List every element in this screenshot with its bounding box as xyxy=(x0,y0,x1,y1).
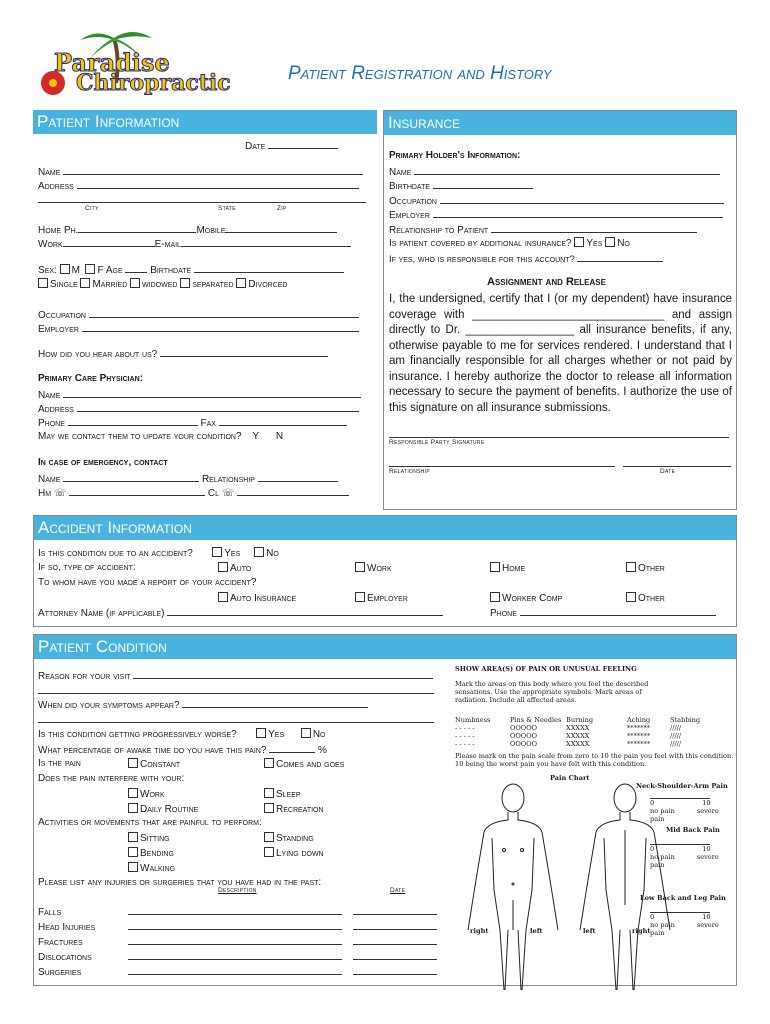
symbol-mark: ///// xyxy=(670,732,682,740)
age-label: Age xyxy=(105,265,123,276)
symbol-mark: XXXXX xyxy=(566,724,590,732)
sitting-option[interactable] xyxy=(128,832,170,844)
widowed-label: widowed xyxy=(142,279,178,290)
accident-other-option[interactable] xyxy=(626,562,665,574)
other2-label: Other xyxy=(638,593,665,604)
interfere-sleep-option[interactable] xyxy=(264,788,301,800)
report-employer-option[interactable] xyxy=(355,592,408,604)
ins-relationship-label: Relationship to Patient xyxy=(389,225,489,236)
symbol-mark: ///// xyxy=(670,740,682,748)
mid-back-title: Mid Back Pain xyxy=(666,826,720,834)
symbol-mark: XXXXX xyxy=(566,732,590,740)
to-whom-label: To whom have you made a report of your accident? xyxy=(38,577,257,588)
sex-age-row xyxy=(38,263,344,276)
worker-comp-label: Worker Comp xyxy=(502,593,563,604)
relationship-date-lines[interactable] xyxy=(389,457,731,470)
phone-icon: ☏ xyxy=(53,488,67,499)
symbol-name: Numbness xyxy=(455,716,491,724)
percentage-label: What percentage of awake time do you have this pain? xyxy=(38,745,267,756)
no-pain-label: no pain xyxy=(650,921,675,929)
may-contact-n[interactable]: N xyxy=(275,431,284,442)
walking-label: Walking xyxy=(140,863,176,874)
worse-label: Is this condition getting progressively worse? xyxy=(38,729,237,740)
injury-row-label: Surgeries xyxy=(38,967,82,978)
standing-option[interactable] xyxy=(264,832,314,844)
percent-sign: % xyxy=(317,745,327,756)
pcp-address-field[interactable] xyxy=(38,402,359,415)
sex-f-checkbox[interactable] xyxy=(85,264,95,274)
reason-field[interactable] xyxy=(38,669,433,682)
divorced-checkbox[interactable] xyxy=(236,278,246,288)
injuries-label: Please list any injuries or surgeries that you have had in the past: xyxy=(38,877,322,888)
symbol-mark: ///// xyxy=(670,724,682,732)
em-name-label: Name xyxy=(38,474,61,485)
constant-label: Constant xyxy=(140,759,181,770)
may-contact-row xyxy=(38,431,283,442)
employer-field[interactable] xyxy=(38,322,359,335)
comes-goes-label: Comes and goes xyxy=(276,759,345,770)
married-label: Married xyxy=(92,279,128,290)
birthdate-input[interactable] xyxy=(194,263,344,273)
symptoms-label: When did your symptoms appear? xyxy=(38,700,180,711)
name-label: Name xyxy=(38,167,61,178)
additional-yes-label: Yes xyxy=(586,238,603,249)
separated-checkbox[interactable] xyxy=(180,278,190,288)
interfere-sleep-label: Sleep xyxy=(276,789,301,800)
pcp-address-label: Address xyxy=(38,404,74,415)
auto-label: Auto xyxy=(230,563,252,574)
symbol-name: Stabbing xyxy=(670,716,701,724)
mobile-label: Mobile xyxy=(196,225,226,236)
constant-option[interactable] xyxy=(128,758,180,770)
scale-max: 10 xyxy=(702,845,711,853)
logo xyxy=(36,28,246,103)
emergency-phone-field[interactable] xyxy=(38,486,349,499)
pcp-fax-label: Fax xyxy=(200,418,216,429)
label-right-1: right xyxy=(470,927,489,935)
ins-employer-label: Employer xyxy=(389,210,430,221)
low-back-title: Low Back and Leg Pain xyxy=(640,894,726,902)
injury-row[interactable] xyxy=(38,935,437,948)
birthdate-label: Birthdate xyxy=(150,265,192,276)
injury-row[interactable] xyxy=(38,950,437,963)
date-field[interactable] xyxy=(245,139,338,152)
ins-birthdate-field[interactable] xyxy=(389,179,533,192)
symptoms-line2[interactable] xyxy=(38,713,434,726)
ins-occupation-label: Occupation xyxy=(389,196,437,207)
pain-chart-instructions: Mark the areas on this body where you feel the described sensations. Use the appropriate symbols. Mark areas of radiation. Include all affected areas. xyxy=(455,680,649,704)
no-pain-label: no pain xyxy=(650,807,675,815)
injury-row-label: Fractures xyxy=(38,937,83,948)
scale-min: 0 xyxy=(650,799,655,807)
symbol-mark: - - - - - xyxy=(455,732,475,740)
pcp-phone-field[interactable] xyxy=(38,416,347,429)
name-field[interactable] xyxy=(38,165,363,178)
logo-line1: Paradise xyxy=(54,48,170,77)
report-auto-ins-option[interactable] xyxy=(218,592,296,604)
responsible-account-field[interactable] xyxy=(389,252,663,265)
insurance-header: Insurance xyxy=(384,111,736,135)
separated-label: separated xyxy=(192,279,234,290)
accident-due-label: Is this condition due to an accident? xyxy=(38,548,193,559)
symbol-mark: ******* xyxy=(627,732,651,740)
additional-no-checkbox[interactable] xyxy=(605,237,615,247)
activities-label: Activities or movements that are painful to perform: xyxy=(38,817,262,828)
scale-max: 10 xyxy=(702,799,711,807)
date-col-header: Date xyxy=(390,887,406,894)
pcp-name-label: Name xyxy=(38,390,61,401)
injury-row[interactable] xyxy=(38,965,437,978)
accident-due-row xyxy=(38,547,279,559)
sitting-label: Sitting xyxy=(140,833,170,844)
report-worker-comp-option[interactable] xyxy=(490,592,562,604)
symbol-legend-item xyxy=(670,716,726,748)
occupation-field[interactable] xyxy=(38,308,359,321)
interfere-recreation-label: Recreation xyxy=(276,804,324,815)
home-label: Home xyxy=(502,563,526,574)
single-checkbox[interactable] xyxy=(38,278,48,288)
comes-goes-option[interactable] xyxy=(264,758,344,770)
symptoms-field[interactable] xyxy=(38,698,368,711)
accident-auto-option[interactable] xyxy=(218,562,251,574)
severe-pain-label: severe pain xyxy=(650,807,719,823)
work-phone-field[interactable] xyxy=(38,237,351,250)
interfere-work-option[interactable] xyxy=(128,788,165,800)
report-other-option[interactable] xyxy=(626,592,665,604)
ins-name-label: Name xyxy=(389,167,412,178)
logo-line2: Chiropractic xyxy=(76,70,231,96)
emergency-title: In case of emergency, contact xyxy=(38,457,168,468)
label-left-1: left xyxy=(530,927,543,935)
injury-row[interactable] xyxy=(38,905,437,918)
accident-yes-checkbox[interactable] xyxy=(212,547,222,557)
worse-no-checkbox[interactable] xyxy=(301,728,311,738)
neck-pain-title: Neck-Shoulder-Arm Pain xyxy=(636,782,728,790)
additional-yes-checkbox[interactable] xyxy=(574,237,584,247)
symbol-legend-item xyxy=(455,716,511,748)
attorney-phone-label: Phone xyxy=(490,608,517,619)
scale-max: 10 xyxy=(702,913,711,921)
pcp-phone-label: Phone xyxy=(38,418,65,429)
ins-occupation-field[interactable] xyxy=(389,194,724,207)
lying-label: Lying down xyxy=(276,848,324,859)
accident-header: Accident Information xyxy=(34,516,736,540)
symbol-legend-item xyxy=(566,716,622,748)
em-cl-label: Cl xyxy=(207,488,220,499)
f-label: F xyxy=(97,265,104,276)
em-hm-label: Hm xyxy=(38,488,52,499)
additional-insurance-row xyxy=(389,237,630,249)
signature-label: Responsible Party Signature xyxy=(389,439,485,446)
sex-m-checkbox[interactable] xyxy=(60,264,70,274)
symbol-mark: XXXXX xyxy=(566,740,590,748)
m-label: M xyxy=(71,265,80,276)
how-hear-field[interactable] xyxy=(38,347,328,360)
symbol-name: Pins & Needles xyxy=(510,716,562,724)
injury-row-label: Dislocations xyxy=(38,952,92,963)
symbol-mark: - - - - - xyxy=(455,740,475,748)
attorney-field[interactable] xyxy=(38,606,443,619)
page-title: Patient Registration and History xyxy=(288,63,552,84)
scale-min: 0 xyxy=(650,845,655,853)
accident-work-option[interactable] xyxy=(355,562,392,574)
symbol-mark: OOOOO xyxy=(510,732,538,740)
assignment-title: Assignment and Release xyxy=(487,276,606,288)
interfere-daily-label: Daily Routine xyxy=(140,804,199,815)
severe-pain-label: severe pain xyxy=(650,853,719,869)
ins-employer-field[interactable] xyxy=(389,208,723,221)
bending-label: Bending xyxy=(140,848,174,859)
injury-row-label: Head Injuries xyxy=(38,922,96,933)
interfere-label: Does the pain interfere with your: xyxy=(38,773,185,784)
state-label: State xyxy=(218,205,236,212)
description-col-header: Description xyxy=(218,887,257,894)
injury-row[interactable] xyxy=(38,920,437,933)
primary-holder-title: Primary Holder's Information: xyxy=(389,150,521,161)
married-checkbox[interactable] xyxy=(80,278,90,288)
worse-no-label: No xyxy=(312,729,326,740)
zip-label: Zip xyxy=(277,205,287,212)
condition-header: Patient Condition xyxy=(34,635,736,659)
may-contact-label: May we contact them to update your condition? xyxy=(38,431,242,442)
reason-line2[interactable] xyxy=(38,684,434,697)
em-relationship-label: Relationship xyxy=(201,474,255,485)
symbol-mark: OOOOO xyxy=(510,740,538,748)
label-left-2: left xyxy=(583,927,596,935)
attorney-label: Attorney Name (if applicable) xyxy=(38,608,165,619)
assignment-text: I, the undersigned, certify that I (or my dependent) have insurance coverage with ______________________________ and assign directly to Dr. _________________ all insurance benefits, if any, otherwise payable to me for services rendered. I understand that I am financially responsible for all charges whether or not paid by insurance. I hereby authorize the doctor to release all information necessary to secure the payment of benefits. I authorize the use of this signature on all insurance submissions. xyxy=(389,293,732,414)
ins-birthdate-label: Birthdate xyxy=(389,181,431,192)
injury-row-label: Falls xyxy=(38,907,62,918)
symbol-name: Burning xyxy=(566,716,594,724)
worse-yes-label: Yes xyxy=(268,729,285,740)
bending-option[interactable] xyxy=(128,847,174,859)
pain-chart-heading: SHOW AREA(S) OF PAIN OR UNUSUAL FEELING xyxy=(455,665,637,673)
auto-ins-label: Auto Insurance xyxy=(230,593,297,604)
accident-type-label: If so, type of accident: xyxy=(38,562,136,573)
attorney-phone-field[interactable] xyxy=(490,606,716,619)
symbol-mark: ******* xyxy=(627,724,651,732)
additional-no-label: No xyxy=(617,238,630,249)
scale-min: 0 xyxy=(650,913,655,921)
sex-label: Sex: xyxy=(38,265,57,276)
occupation-label: Occupation xyxy=(38,310,86,321)
home-phone-field[interactable] xyxy=(38,223,337,236)
if-yes-label: If yes, who is responsible for this account? xyxy=(389,254,575,265)
relationship-label: Relationship xyxy=(389,468,430,475)
worse-row xyxy=(38,728,326,740)
emergency-name-field[interactable] xyxy=(38,472,338,485)
percentage-field[interactable] xyxy=(38,743,327,756)
symbol-name: Aching xyxy=(627,716,651,724)
patient-information-header: Patient Information xyxy=(33,110,377,134)
pain-chart-title: Pain Chart xyxy=(550,774,590,782)
worse-yes-checkbox[interactable] xyxy=(256,728,266,738)
address-field[interactable] xyxy=(38,179,359,192)
ins-relationship-field[interactable] xyxy=(389,223,697,236)
symbol-legend-item xyxy=(510,716,566,748)
no-pain-label: no pain xyxy=(650,853,675,861)
accident-home-option[interactable] xyxy=(490,562,525,574)
body-front-figure[interactable] xyxy=(458,780,568,1000)
employer-label-acc: Employer xyxy=(367,593,408,604)
standing-label: Standing xyxy=(276,833,314,844)
may-contact-y[interactable]: Y xyxy=(252,431,260,442)
email-label: E-mail xyxy=(154,239,181,250)
pcp-title: Primary Care Physician: xyxy=(38,373,144,384)
accident-no-label: No xyxy=(266,548,279,559)
pain-scale-instructions: Please mark on the pain scale from zero to 10 the pain you feel with this condition. 10 being the worst pain you have felt with this condition. xyxy=(455,752,734,768)
ins-name-field[interactable] xyxy=(389,165,720,178)
walking-option[interactable] xyxy=(128,862,175,874)
widowed-checkbox[interactable] xyxy=(130,278,140,288)
interfere-recreation-option[interactable] xyxy=(264,803,324,815)
body-back-figure[interactable] xyxy=(570,780,680,1000)
symbol-mark: ******* xyxy=(627,740,651,748)
accident-yes-label: Yes xyxy=(224,548,241,559)
interfere-daily-option[interactable] xyxy=(128,803,198,815)
home-phone-label: Home Ph. xyxy=(38,225,79,236)
interfere-work-label: Work xyxy=(140,789,165,800)
work-label-acc: Work xyxy=(367,563,392,574)
date-label: Date xyxy=(245,141,266,152)
label-right-2: right xyxy=(632,927,651,935)
pcp-name-field[interactable] xyxy=(38,388,361,401)
how-hear-label: How did you hear about us? xyxy=(38,349,158,360)
symbol-mark: OOOOO xyxy=(510,724,538,732)
employer-label: Employer xyxy=(38,324,79,335)
work-label: Work xyxy=(38,239,63,250)
city-label: City xyxy=(85,205,99,212)
marital-status-row xyxy=(38,278,287,290)
single-label: Single xyxy=(50,279,78,290)
divorced-label: Divorced xyxy=(248,279,288,290)
age-input[interactable] xyxy=(125,263,147,273)
other-label: Other xyxy=(638,563,665,574)
additional-insurance-label: Is patient covered by additional insurance? xyxy=(389,238,572,249)
severe-pain-label: severe pain xyxy=(650,921,719,937)
date-label-ins: Date xyxy=(660,468,676,475)
symbol-mark: - - - - - xyxy=(455,724,475,732)
lying-option[interactable] xyxy=(264,847,324,859)
phone-icon: ☏ xyxy=(221,488,235,499)
reason-label: Reason for your visit xyxy=(38,671,131,682)
accident-no-checkbox[interactable] xyxy=(254,547,264,557)
is-pain-label: Is the pain xyxy=(38,758,81,769)
address-label: Address xyxy=(38,181,74,192)
